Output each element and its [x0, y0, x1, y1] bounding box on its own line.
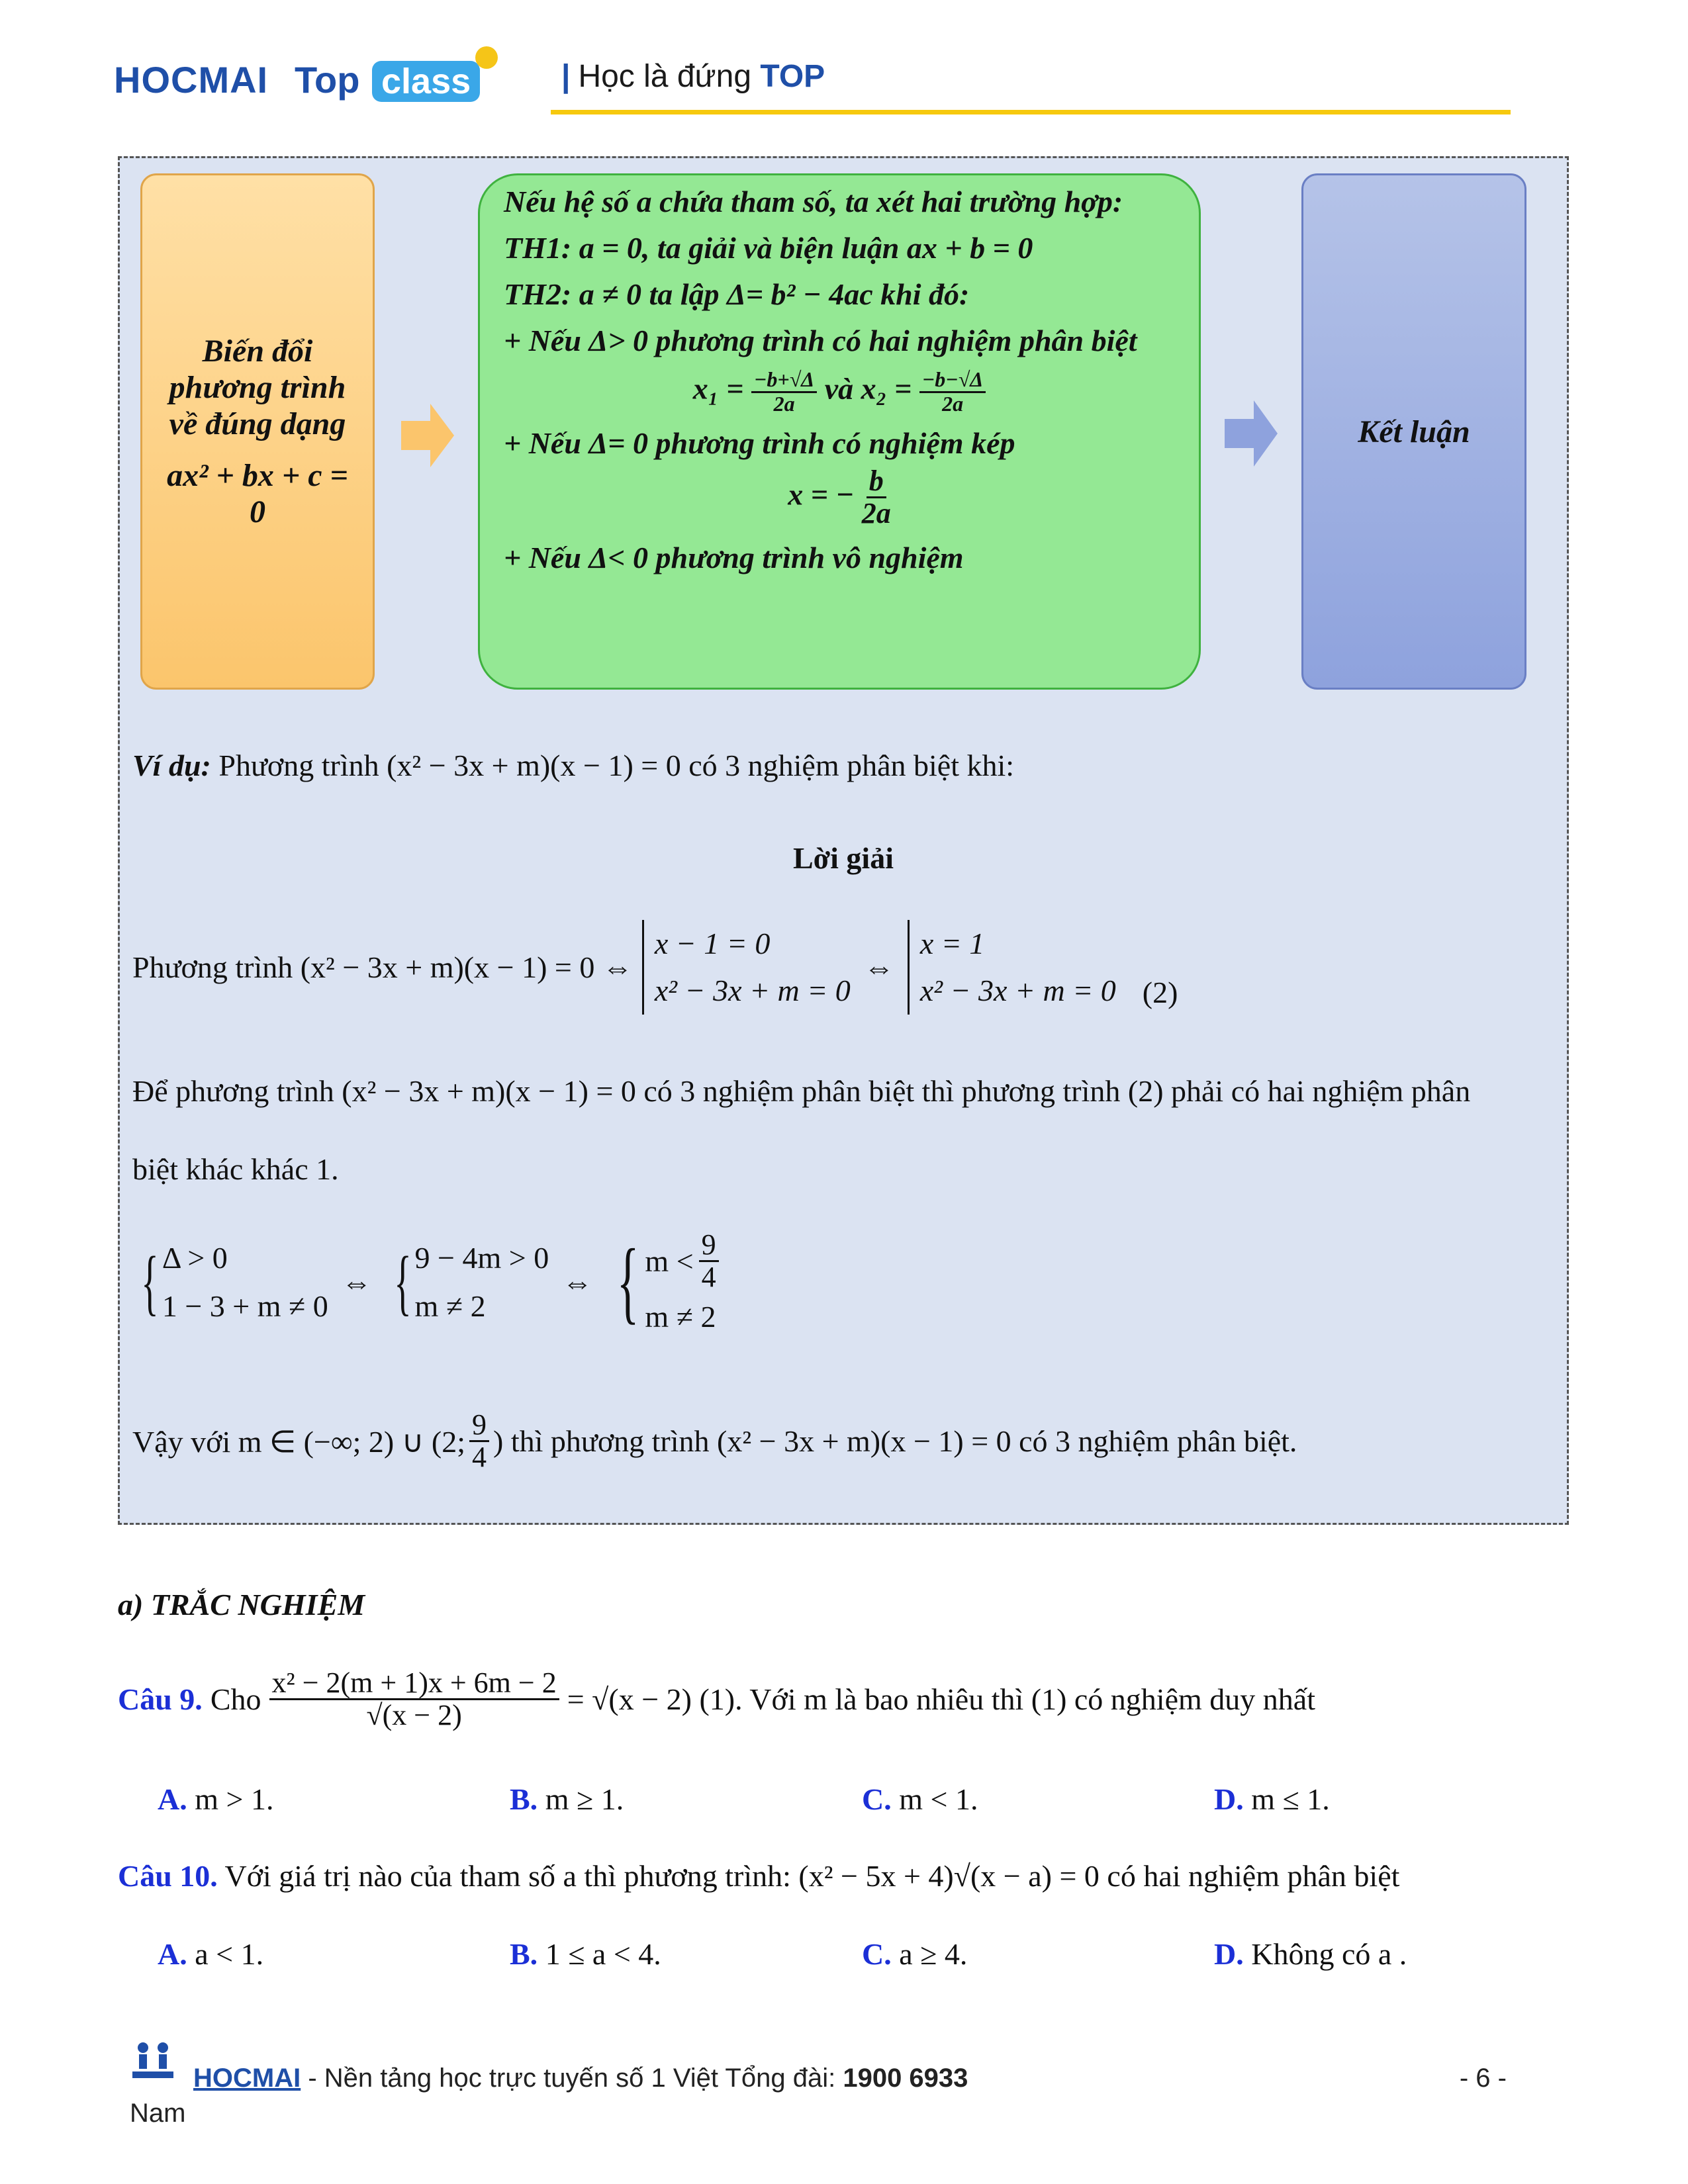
- option-text: a ≥ 4.: [899, 1937, 968, 1971]
- condition-systems: [132, 1230, 719, 1334]
- step1-prefix: Phương trình (x² − 3x + m)(x − 1) = 0 ⇔: [132, 950, 633, 984]
- left-brace: {: [141, 1242, 159, 1323]
- right-arrow-icon: [401, 404, 454, 467]
- q10-option-b[interactable]: [510, 1936, 862, 1972]
- x1-denominator: 2a: [773, 392, 795, 416]
- sys3-denominator: 4: [701, 1261, 716, 1294]
- question-10: [118, 1858, 1574, 1893]
- conclusion-denominator: 4: [472, 1441, 487, 1474]
- q9-option-b[interactable]: [510, 1782, 862, 1817]
- double-root-formula: [504, 466, 1175, 529]
- x2-lhs: x₂ =: [861, 372, 912, 406]
- system-b-line2: x² − 3x + m = 0: [919, 974, 1116, 1008]
- right-arrow-icon: [1225, 400, 1278, 467]
- diagram-middle-box: [478, 173, 1201, 690]
- conclusion-suffix: ) thì phương trình (x² − 3x + m)(x − 1) = 0 có 3 nghiệm phân biệt.: [493, 1424, 1297, 1459]
- example-line: [132, 748, 1549, 783]
- logo-top-text: Top: [295, 59, 360, 101]
- x2-numerator: −b−√Δ: [919, 369, 986, 393]
- system-3-line2: m ≠ 2: [645, 1300, 716, 1334]
- sys3-fraction: [699, 1230, 719, 1293]
- slogan-top: TOP: [760, 59, 825, 94]
- q9-option-d[interactable]: [1214, 1782, 1545, 1817]
- system-2-line2: m ≠ 2: [414, 1289, 486, 1324]
- left-box-equation: ax² + bx + c = 0: [167, 457, 348, 529]
- option-text: m < 1.: [899, 1782, 978, 1816]
- section-title: a) TRẮC NGHIỆM: [118, 1588, 365, 1621]
- option-key: B.: [510, 1782, 538, 1816]
- option-text: m ≥ 1.: [545, 1782, 624, 1816]
- xk-numerator: b: [867, 466, 886, 498]
- middle-case-negative: + Nếu Δ< 0 phương trình vô nghiệm: [504, 541, 964, 575]
- hocmai-logo-text: HOCMAI: [114, 59, 269, 101]
- q10-options: [158, 1936, 1548, 1972]
- system-2: [415, 1234, 549, 1331]
- diagram-left-box: [140, 173, 375, 690]
- example-text: Phương trình (x² − 3x + m)(x − 1) = 0 có 3 nghiệm phân biệt khi:: [218, 749, 1015, 782]
- q9-rest: = √(x − 2) (1). Với m là bao nhiêu thì (1) có nghiệm duy nhất: [567, 1682, 1315, 1717]
- middle-th2: TH2: a ≠ 0 ta lập Δ= b² − 4ac khi đó:: [504, 277, 970, 312]
- q9-fraction: [269, 1668, 559, 1731]
- q9-denominator: √(x − 2): [366, 1699, 462, 1732]
- option-key: A.: [158, 1782, 187, 1816]
- slogan: [561, 58, 825, 95]
- option-key: D.: [1214, 1782, 1244, 1816]
- system-1-line1: Δ > 0: [162, 1240, 228, 1275]
- left-brace: {: [617, 1230, 639, 1334]
- system-1-line2: 1 − 3 + m ≠ 0: [162, 1289, 328, 1324]
- x1-fraction: [751, 369, 817, 415]
- middle-th1: TH1: a = 0, ta giải và biện luận ax + b = 0: [504, 231, 1033, 265]
- option-text: m ≤ 1.: [1251, 1782, 1330, 1816]
- q9-label: Câu 9.: [118, 1682, 203, 1717]
- solution-step1: [132, 920, 1549, 1015]
- x1-lhs: x₁ =: [692, 372, 744, 406]
- option-text: 1 ≤ a < 4.: [545, 1937, 661, 1971]
- option-key: C.: [862, 1782, 892, 1816]
- system-2-line1: 9 − 4m > 0: [414, 1240, 549, 1275]
- left-brace: {: [393, 1242, 412, 1323]
- system-3: [645, 1230, 718, 1334]
- middle-case-zero: + Nếu Δ= 0 phương trình có nghiệm kép: [504, 426, 1015, 460]
- roots-formula: [504, 369, 1175, 415]
- conclusion-prefix: Vậy với m ∈ (−∞; 2) ∪ (2;: [132, 1424, 466, 1459]
- question-9: [118, 1668, 1574, 1731]
- step2-line1: Để phương trình (x² − 3x + m)(x − 1) = 0 có 3 nghiệm phân biệt thì phương trình (2) phải có hai nghiệm phân: [132, 1074, 1471, 1108]
- q9-options: [158, 1782, 1548, 1817]
- q10-option-d[interactable]: [1214, 1936, 1545, 1972]
- equation-tag: (2): [1142, 975, 1178, 1009]
- equivalence-symbol: ⇔: [562, 1265, 593, 1299]
- option-text: m > 1.: [195, 1782, 274, 1816]
- q9-lead: Cho: [210, 1682, 261, 1717]
- x2-fraction: [919, 369, 986, 415]
- system-b-line1: x = 1: [919, 927, 985, 960]
- system-1: [162, 1234, 328, 1331]
- option-key: B.: [510, 1937, 538, 1971]
- option-key: C.: [862, 1937, 892, 1971]
- option-text: Không có a .: [1251, 1937, 1407, 1971]
- and-word: và: [824, 372, 854, 406]
- option-key: A.: [158, 1937, 187, 1971]
- x2-denominator: 2a: [942, 392, 964, 416]
- logo-star-icon: [475, 46, 498, 69]
- diagram-right-box: Kết luận: [1301, 173, 1526, 690]
- equivalence-symbol: ⇔: [863, 950, 894, 984]
- footer-brand-link[interactable]: HOCMAI: [193, 2064, 301, 2093]
- conclusion-line: [132, 1410, 1549, 1473]
- q9-numerator: x² − 2(m + 1)x + 6m − 2: [269, 1668, 559, 1700]
- middle-intro: Nếu hệ số a chứa tham số, ta xét hai trường hợp:: [504, 185, 1123, 218]
- logo-class-badge: class: [372, 61, 480, 102]
- option-key: D.: [1214, 1937, 1244, 1971]
- footer: [130, 2064, 1520, 2128]
- middle-case-positive: + Nếu Δ> 0 phương trình có hai nghiệm phân biệt: [504, 324, 1137, 358]
- q10-label: Câu 10.: [118, 1859, 218, 1893]
- slogan-divider: |: [561, 59, 571, 94]
- footer-text: - Nền tảng học trực tuyến số 1 Việt Tổng đài:: [301, 2064, 843, 2093]
- conclusion-numerator: 9: [469, 1410, 489, 1442]
- sys3-numerator: 9: [699, 1230, 719, 1262]
- equivalence-symbol: ⇔: [341, 1265, 372, 1299]
- left-box-text: Biến đổi phương trình về đúng dạng: [169, 334, 346, 442]
- xk-lhs: x = −: [788, 477, 855, 511]
- step1-system-a: [642, 920, 851, 1015]
- xk-fraction: [862, 466, 891, 529]
- slogan-prefix: Học là đứng: [578, 59, 752, 94]
- xk-denominator: 2a: [861, 496, 891, 529]
- system-a-line1: x − 1 = 0: [654, 927, 771, 960]
- step1-system-b: [908, 920, 1116, 1015]
- solution-title: Lời giải: [793, 841, 894, 875]
- example-label: Ví dụ:: [132, 749, 211, 782]
- option-text: a < 1.: [195, 1937, 264, 1971]
- system-a-line2: x² − 3x + m = 0: [654, 974, 851, 1008]
- x1-numerator: −b+√Δ: [751, 369, 817, 393]
- header-underline: [551, 110, 1511, 114]
- step2-line2: biệt khác khác 1.: [132, 1152, 339, 1186]
- footer-phone: 1900 6933: [843, 2064, 968, 2093]
- page-number: - 6 -: [1459, 2064, 1507, 2093]
- q10-option-c[interactable]: [862, 1936, 1214, 1972]
- conclusion-fraction: [469, 1410, 489, 1473]
- q9-option-c[interactable]: [862, 1782, 1214, 1817]
- sys3-lhs: m <: [645, 1244, 694, 1279]
- q9-option-a[interactable]: [158, 1782, 510, 1817]
- q10-text: Với giá trị nào của tham số a thì phương trình: (x² − 5x + 4)√(x − a) = 0 có hai nghiệm phân biệt: [224, 1859, 1400, 1893]
- system-3-line1: [645, 1230, 718, 1293]
- footer-line2: Nam: [130, 2099, 186, 2128]
- q10-option-a[interactable]: [158, 1936, 510, 1972]
